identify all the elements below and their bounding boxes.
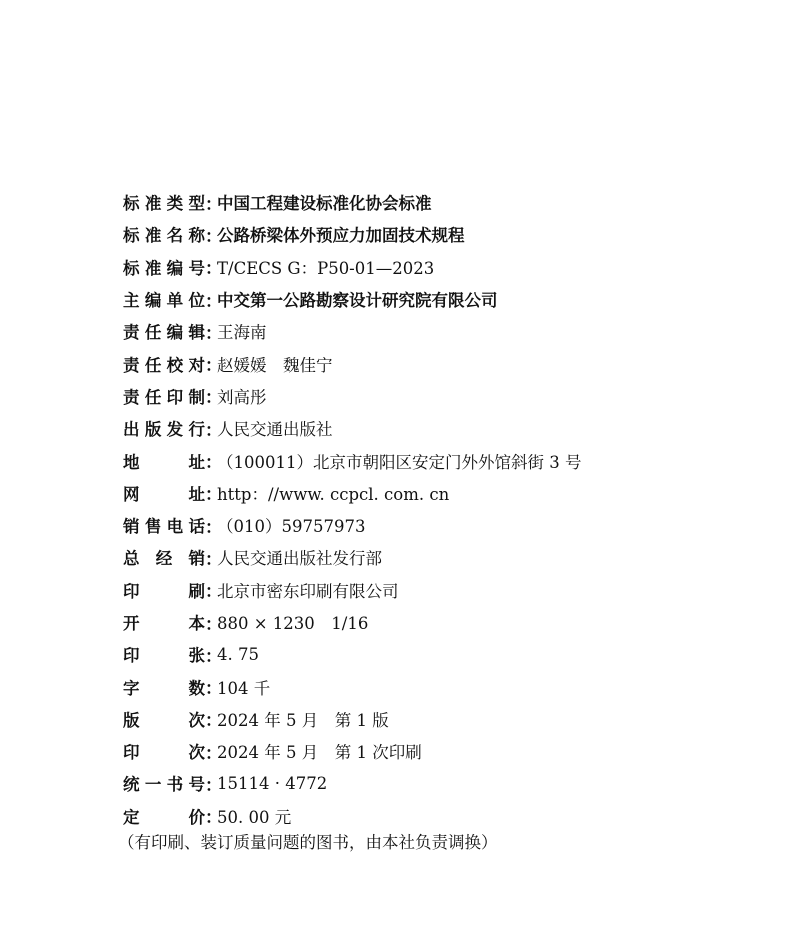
- info-label: 销 售 电 话: [123, 517, 205, 537]
- info-label: 标 准 类 型: [123, 194, 205, 214]
- info-row: [123, 283, 763, 315]
- info-row: [123, 767, 763, 799]
- info-value: 赵媛媛 魏佳宁: [217, 355, 333, 375]
- info-row: [123, 380, 763, 412]
- info-value: 2024 年 5 月 第 1 版: [217, 710, 389, 730]
- info-label: 责 任 编 辑: [123, 323, 205, 343]
- info-row: [123, 509, 763, 541]
- info-value: T/CECS G：P50-01—2023: [217, 258, 435, 278]
- label-separator: ：: [205, 323, 222, 344]
- info-value: 4. 75: [217, 644, 259, 664]
- info-label: 标 准 名 称: [123, 226, 205, 246]
- info-label: 总 经 销: [123, 549, 205, 569]
- label-separator: ：: [205, 226, 222, 247]
- info-row: [123, 347, 763, 379]
- label-separator: ：: [205, 711, 222, 732]
- info-value: 中交第一公路勘察设计研究院有限公司: [217, 291, 498, 311]
- info-value: 104 千: [217, 678, 271, 698]
- info-row: [123, 186, 763, 218]
- info-value: 人民交通出版社: [217, 420, 333, 440]
- label-separator: ：: [205, 549, 222, 570]
- info-label: 主 编 单 位: [123, 291, 205, 311]
- info-value: 15114 · 4772: [217, 773, 328, 793]
- label-separator: ：: [205, 485, 222, 506]
- label-separator: ：: [205, 517, 222, 538]
- label-separator: ：: [205, 679, 222, 700]
- info-value: 人民交通出版社发行部: [217, 549, 382, 569]
- info-row: [123, 251, 763, 283]
- info-value: （100011）北京市朝阳区安定门外外馆斜街 3 号: [217, 452, 582, 472]
- info-value: 北京市密东印刷有限公司: [217, 581, 399, 601]
- info-label: 印 刷: [123, 581, 205, 601]
- label-separator: ：: [205, 388, 222, 409]
- quality-note: （有印刷、装订质量问题的图书，由本社负责调换）: [118, 833, 498, 852]
- label-separator: ：: [205, 582, 222, 603]
- label-separator: ：: [205, 194, 222, 215]
- info-row: [123, 315, 763, 347]
- info-label: 责 任 校 对: [123, 355, 205, 375]
- info-value: 2024 年 5 月 第 1 次印刷: [217, 743, 422, 763]
- info-label: 责 任 印 制: [123, 387, 205, 407]
- publication-info-list: [123, 186, 763, 832]
- info-row: [123, 218, 763, 250]
- label-separator: ：: [205, 259, 222, 280]
- label-separator: ：: [205, 743, 222, 764]
- info-row: [123, 541, 763, 573]
- info-row: [123, 670, 763, 702]
- info-row: [123, 735, 763, 767]
- info-value: 880 × 1230 1/16: [217, 614, 369, 633]
- info-row: [123, 477, 763, 509]
- info-label: 定 价: [123, 807, 205, 827]
- info-label: 印 张: [123, 646, 205, 666]
- label-separator: ：: [205, 646, 222, 667]
- info-value: 公路桥梁体外预应力加固技术规程: [217, 226, 465, 246]
- info-row: [123, 606, 763, 638]
- label-separator: ：: [205, 291, 222, 312]
- info-row: [123, 800, 763, 832]
- info-row: [123, 444, 763, 476]
- info-row: [123, 703, 763, 735]
- info-value: （010）59757973: [217, 517, 366, 537]
- label-separator: ：: [205, 808, 222, 829]
- label-separator: ：: [205, 775, 222, 796]
- label-separator: ：: [205, 614, 222, 635]
- info-row: [123, 638, 763, 670]
- info-value: 刘高彤: [217, 387, 267, 407]
- info-row: [123, 574, 763, 606]
- info-value: http：//www. ccpcl. com. cn: [217, 484, 450, 504]
- info-label: 出 版 发 行: [123, 420, 205, 440]
- info-value: 中国工程建设标准化协会标准: [217, 194, 432, 214]
- info-label: 网 址: [123, 484, 205, 504]
- label-separator: ：: [205, 453, 222, 474]
- info-label: 字 数: [123, 678, 205, 698]
- info-label: 标 准 编 号: [123, 258, 205, 278]
- info-label: 印 次: [123, 743, 205, 763]
- info-value: 50. 00 元: [217, 807, 292, 827]
- info-label: 开 本: [123, 614, 205, 633]
- label-separator: ：: [205, 420, 222, 441]
- info-label: 地 址: [123, 452, 205, 472]
- info-row: [123, 412, 763, 444]
- info-label: 版 次: [123, 710, 205, 730]
- info-label: 统 一 书 号: [123, 775, 205, 795]
- info-value: 王海南: [217, 323, 267, 343]
- label-separator: ：: [205, 356, 222, 377]
